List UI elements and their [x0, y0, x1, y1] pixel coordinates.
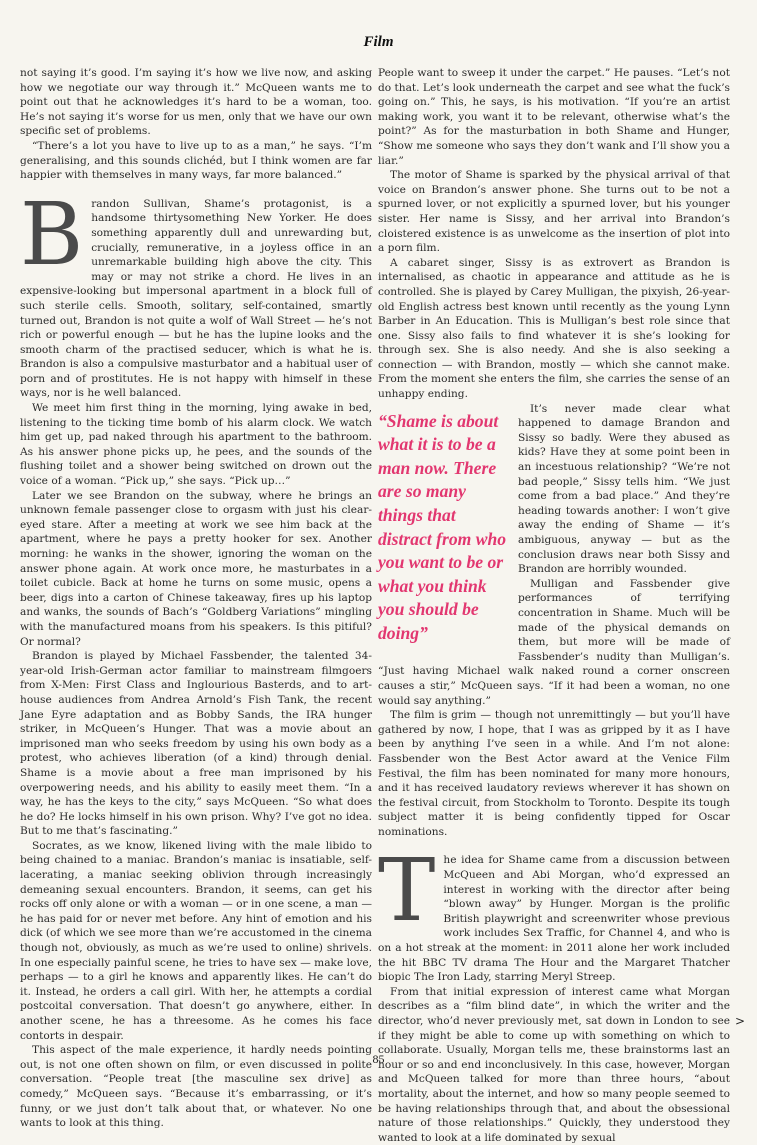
paragraph: It’s never made clear what happened to damage Brandon and Sissy so badly. Were they abused as kids? Have they at some point been in an incestuous relationship? “We’re not bad people,” Sissy tells him. “We just come from a bad place.” And they’re heading towards another: I won’t give away the ending of Shame — it’s ambiguous, anyway — but as the conclusion draws near both Sissy and Brandon are horribly wounded.	[518, 402, 730, 576]
paragraph: Later we see Brandon on the subway, where he brings an unknown female passenger close to orgasm with just his clear-eyed stare. After a meeting at work we see him back at the apartment, where he pays a pretty hooker for sex. Another morning: he wanks in the shower, ignoring the woman on the answer phone again. At work once more, he masturbates in a toilet cubicle. Back at home he turns on some music, opens a beer, digs into a carton of Chinese takeaway, fires up his laptop and wanks, the sounds of Bach’s “Goldberg Variations” mingling with the manufactured moans from his speakers. Is this pitiful? Or normal?	[20, 489, 372, 648]
paragraph: A cabaret singer, Sissy is as extrovert as Brandon is internalised, as chaotic in appearance and attitude as he is controlled. She is played by Carey Mulligan, the pixyish, 26-year-old English actress best known until recently as the young Lynn Barber in An Education. This is Mulligan’s best role since that one. Sissy also fails to find whatever it is she’s looking for through sex. She is also needy. And she is also seeking a connection — with Brandon, mostly — which she cannot make. From the moment she enters the film, she carries the sense of an unhappy ending.	[378, 256, 730, 401]
drop-cap: B	[20, 184, 84, 285]
paragraph: People want to sweep it under the carpet.” He pauses. “Let’s not do that. Let’s look underneath the carpet and see what the fuck’s going on.” This, he says, is his motivation. “If you’re an artist making work, you want it to be relevant, otherwise what’s the point?” As for the masturbation in both Shame and Hunger, “Show me someone who says they don’t wank and I’ll show you a liar.”	[378, 67, 730, 167]
paragraph: We meet him first thing in the morning, lying awake in bed, listening to the ticking time bomb of his alarm clock. We watch him get up, pad naked through his apartment to the bathroom. As his answer phone picks up, he pees, and the sounds of the flushing toilet and a shower being switched on drown out the voice of a woman. “Pick up,” she says. “Pick up…”	[20, 402, 372, 488]
paragraph-text: he idea for Shame came from a discussion between McQueen and Abi Morgan, who’d expressed an interest in working with the director after being “blown away” by Hunger. Morgan is the prolific British playwright and screenwriter whose previous work includes Sex Traffic, for Channel 4, and who is on a hot streak at the moment: in 2011 alone her work included the hit BBC TV drama The Hour and the Margaret Thatcher biopic The Iron Lady, starring Meryl Streep.	[378, 854, 730, 984]
pull-quote: “Shame is about what it is to be a man now. There are so many things that distract from who you want to be or what you think you should be doing”	[378, 410, 507, 643]
paragraph: not saying it’s good. I’m saying it’s how we live now, and asking how we negotiate our way through it.” McQueen wants me to point out that he acknowledges it’s hard to be a woman, too. He’s not saying it’s worse for us men, only that we have our own specific set of problems.	[20, 67, 372, 138]
paragraph-dropcap	[378, 841, 730, 984]
paragraph: Socrates, as we know, likened living with the male libido to being chained to a maniac. Brandon’s maniac is insatiable, self-lacerating, a maniac seeking oblivion through increasingly demeaning sexual encounters. Brandon, it seems, can get his rocks off only alone or with a woman — or in one scene, a man — he has paid for or never met before. Any hint of emotion and his dick (of which we see more than we’re accustomed in the cinema though not, obviously, as much as we’re used to online) shrivels. In one especially painful scene, he tries to have sex — make love, perhaps — to a girl he knows and apparently likes. He can’t do it. Instead, he orders a call girl. With her, he attempts a cordial postcoital conversation. That doesn’t go anywhere, either. In another scene, he has a threesome. As he comes his face contorts in despair.	[20, 839, 372, 1042]
paragraph: This aspect of the male experience, it hardly needs pointing out, is not one often shown on film, or even discussed in polite conversation. “People treat [the masculine sex drive] as comedy,” McQueen says. “Because it’s embarrassing, or it’s funny, or we just don’t talk about that, or whatever. No one wants to look at this thing.	[20, 1044, 372, 1130]
paragraph: The film is grim — though not unremittingly — but you’ll have gathered by now, I hope, that I was as gripped by it as I have been by anything I’ve seen in a while. And I’m not alone: Fassbender won the Best Actor award at the Venice Film Festival, the film has been nominated for many more honours, and it has received laudatory reviews wherever it has shown on the festival circuit, from Stockholm to Toronto. Despite its tough subject matter it is being confidently tipped for Oscar nominations.	[378, 709, 730, 838]
paragraph: Mulligan and Fassbender give performances of terrifying concentration in Shame. Much will be made of the physical demands on them, but more will be made of Fassbender’s nudity than Mulligan’s. “Just having Michael walk naked round a corner onscreen causes a stir,” McQueen says. “If it had been a woman, no one would say anything.”	[378, 577, 730, 707]
paragraph: “There’s a lot you have to live up to as a man,” he says. “I’m generalising, and this sounds clichéd, but I think women are far happier with themselves in many ways, far more balanced.”	[20, 139, 372, 182]
section-header: Film	[363, 34, 394, 50]
drop-cap: T	[378, 841, 436, 942]
paragraph: Brandon is played by Michael Fassbender, the talented 34-year-old Irish-German actor familiar to mainstream filmgoers from X-Men: First Class and Inglourious Basterds, and to art-house audiences from Andrea Arnold’s Fish Tank, the recent Jane Eyre adaptation and as Bobby Sands, the IRA hunger striker, in McQueen’s Hunger. That was a movie about an imprisoned man who seeks freedom by using his own body as a protest, who achieves liberation (of a kind) through denial. Shame is a movie about a free man imprisoned by his overpowering needs, and his ability to easily meet them. “In a way, he has the keys to the city,” says McQueen. “So what does he do? He locks himself in his own prison. Why? I’ve got no idea. But to me that’s fascinating.”	[20, 650, 372, 838]
paragraph: From that initial expression of interest came what Morgan describes as a “film blind date”, in which the writer and the director, who’d never previously met, sat down in London to see if they might be able to come up with something on which to collaborate. Usually, Morgan tells me, these brainstorms last an hour or so and end inconclusively. In this case, however, Morgan and McQueen talked for more than three hours, “about mortality, about the internet, and how so many people seemed to be having relationships through that, and about the obsessional nature of those relationships.” Quickly, they understood they wanted to look at a life dominated by sexual	[378, 985, 730, 1144]
paragraph: The motor of Shame is sparked by the physical arrival of that voice on Brandon’s answer phone. She turns out to be not a spurned lover, or not explicitly a spurned lover, but his younger sister. Her name is Sissy, and her arrival into Brandon’s cloistered existence is as unwelcome as the insertion of plot into a porn film.	[378, 169, 730, 255]
paragraph-text: randon Sullivan, Shame’s protagonist, is a handsome thirtysomething New Yorker. He does something apparently dull and unrewarding but, crucially, remunerative, in a joyless office in an unremarkable building high above the city. This may or may not strike a chord. He lives in an expensive-looking but impersonal apartment in a block full of such sterile cells. Smooth, solitary, self-contained, smartly turned out, Brandon is not quite a wolf of Wall Street — he’s not rich or powerful enough — but he has the lupine looks and the smooth charm of the practised seducer, which is what he is. Brandon is also a compulsive masturbator and a habitual user of porn and of prostitutes. He is not happy with himself in these ways, nor is he well balanced.	[20, 197, 372, 400]
continue-arrow: >	[735, 1014, 746, 1028]
paragraph-dropcap	[20, 184, 372, 401]
left-column	[20, 66, 372, 1131]
right-column	[378, 66, 730, 1145]
page-number: 85	[372, 1052, 385, 1066]
